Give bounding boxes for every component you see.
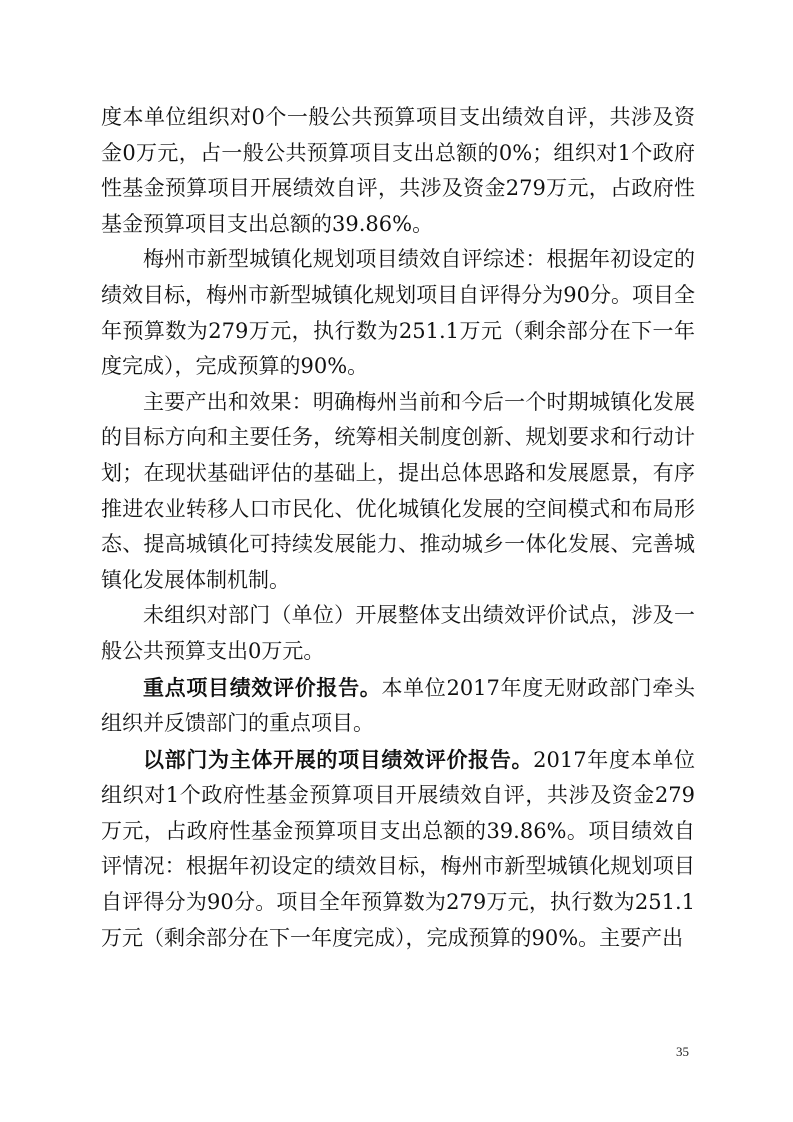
paragraph-heading: 重点项目绩效评价报告。 <box>143 674 382 700</box>
paragraph-heading: 以部门为主体开展的项目绩效评价报告。 <box>143 746 534 772</box>
paragraph-text: 主要产出和效果：明确梅州当前和今后一个时期城镇化发展的目标方向和主要任务，统筹相关制度创新、规划要求和行动计划；在现状基础评估的基础上，提出总体思路和发展愿景，有序推进农业转移人口市民化、优化城镇化发展的空间模式和布局形态、提高城镇化可持续发展能力、推动城乡一体化发展、完善城镇化发展体制机制。 <box>101 389 695 592</box>
paragraph-continuation <box>101 100 695 242</box>
paragraph-key-project-report <box>101 670 695 742</box>
paragraph-project-summary <box>101 242 695 384</box>
paragraph-department-project-report <box>101 742 695 957</box>
paragraph-text: 未组织对部门（单位）开展整体支出绩效评价试点，涉及一般公共预算支出0万元。 <box>101 603 695 663</box>
paragraph-overall-evaluation <box>101 598 695 669</box>
paragraph-text: 2017年度本单位组织对1个政府性基金预算项目开展绩效自评，共涉及资金279万元，占政府性基金预算项目支出总额的39.86%。项目绩效自评情况：根据年初设定的绩效目标，梅州市新型城镇化规划项目自评得分为90分。项目全年预算数为279万元，执行数为251.1万元（剩余部分在下一年度完成），完成预算的90%。主要产出 <box>101 747 695 950</box>
paragraph-text: 本单位2017年度无财政部门牵头组织并反馈部门的重点项目。 <box>101 675 695 736</box>
page-number: 35 <box>676 1044 689 1059</box>
body-text <box>101 100 695 956</box>
paragraph-outputs-effects <box>101 385 695 599</box>
paragraph-text: 梅州市新型城镇化规划项目绩效自评综述：根据年初设定的绩效目标，梅州市新型城镇化规划项目自评得分为90分。项目全年预算数为279万元，执行数为251.1万元（剩余部分在下一年度完成），完成预算的90%。 <box>101 247 695 379</box>
paragraph-text: 度本单位组织对0个一般公共预算项目支出绩效自评，共涉及资金0万元，占一般公共预算项目支出总额的0%；组织对1个政府性基金预算项目开展绩效自评，共涉及资金279万元，占政府性基金预算项目支出总额的39.86%。 <box>101 105 695 236</box>
